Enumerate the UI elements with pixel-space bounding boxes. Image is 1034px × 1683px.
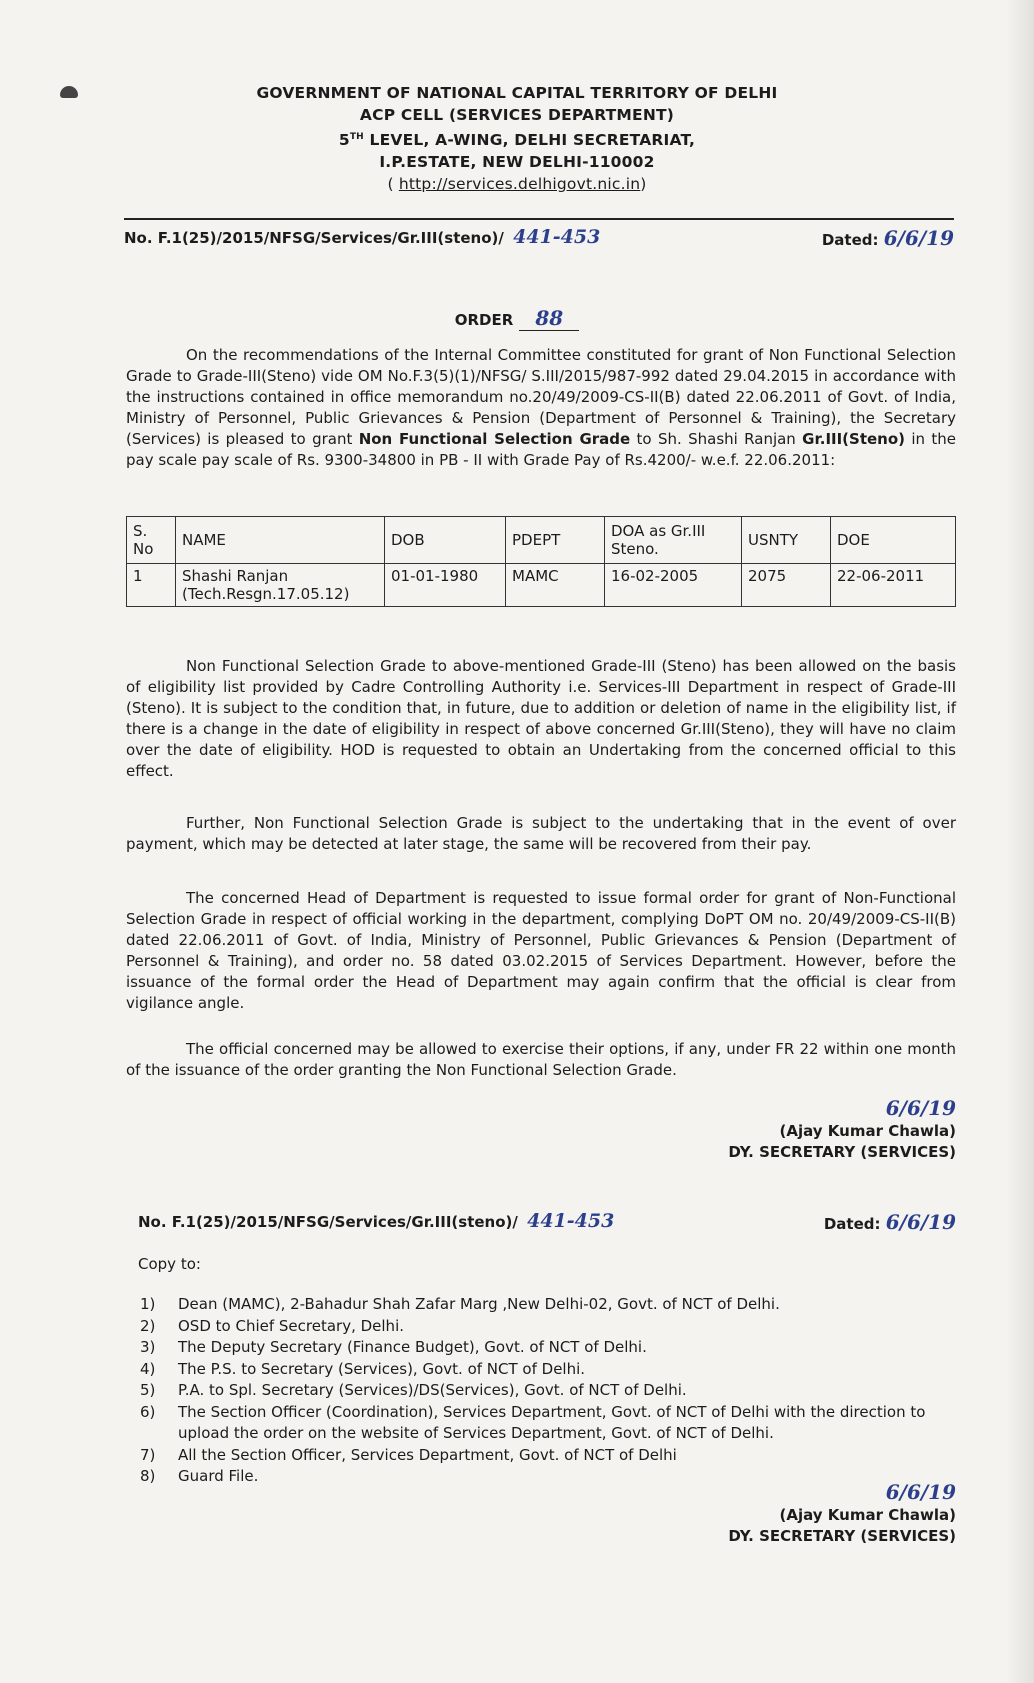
list-text: The P.S. to Secretary (Services), Govt. of NCT of Delhi.	[178, 1359, 586, 1378]
cell-usnty: 2075	[742, 564, 831, 607]
list-text: Dean (MAMC), 2-Bahadur Shah Zafar Marg ,New Delhi-02, Govt. of NCT of Delhi.	[178, 1295, 780, 1313]
handwritten-dispatch-number: 441-453	[527, 1210, 615, 1232]
header-usnty: USNTY	[742, 517, 831, 564]
header-pdept: PDEPT	[506, 517, 605, 564]
letterhead-line-4: I.P.ESTATE, NEW DELHI-110002	[379, 153, 655, 172]
list-item	[140, 1316, 970, 1338]
paragraph-eligibility	[126, 656, 956, 782]
list-text: OSD to Chief Secretary, Delhi.	[178, 1316, 405, 1335]
date-block	[824, 1210, 956, 1234]
list-number: 4)	[140, 1359, 156, 1378]
official-note: (Tech.Resgn.17.05.12)	[182, 585, 350, 603]
header-rule	[124, 218, 954, 220]
signature-block-1	[728, 1098, 956, 1163]
letterhead	[0, 82, 1034, 195]
letterhead-line-1: GOVERNMENT OF NATIONAL CAPITAL TERRITORY OF DELHI	[256, 84, 778, 102]
signatory-name: (Ajay Kumar Chawla)	[779, 1506, 956, 1524]
cell-dob: 01-01-1980	[385, 564, 506, 607]
list-text: The Section Officer (Coordination), Services Department, Govt. of NCT of Delhi with the direction to upload the order on the website of Services Department, Govt. of NCT of Delhi.	[178, 1402, 926, 1442]
list-number: 6)	[140, 1402, 156, 1421]
table-row	[127, 564, 956, 607]
handwritten-date: 6/6/19	[883, 226, 954, 250]
handwritten-date: 6/6/19	[885, 1210, 956, 1234]
url-close-paren: )	[640, 175, 647, 194]
signatory-designation: DY. SECRETARY (SERVICES)	[728, 1527, 956, 1545]
dated-label: Dated:	[821, 231, 879, 249]
cell-sno: 1	[127, 564, 176, 607]
file-number: No. F.1(25)/2015/NFSG/Services/Gr.III(steno)/	[124, 229, 504, 247]
paragraph-5-text: The official concerned may be allowed to exercise their options, if any, under FR 22 within one month of the issuance of the order granting the Non Functional Selection Grade.	[126, 1040, 956, 1079]
header-dob: DOB	[385, 517, 506, 564]
list-number: 5)	[140, 1381, 156, 1399]
paragraph-1-bold-post: Gr.III(Steno)	[802, 430, 906, 448]
list-item	[140, 1294, 970, 1316]
paragraph-3-text: Further, Non Functional Selection Grade is subject to the undertaking that in the event of over payment, which may be detected at later stage, the same will be recovered from their pay.	[126, 814, 956, 853]
list-item	[140, 1380, 970, 1402]
handwritten-signature: 6/6/19	[885, 1096, 956, 1120]
signatory-name: (Ajay Kumar Chawla)	[779, 1122, 956, 1140]
paragraph-2-text: Non Functional Selection Grade to above-mentioned Grade-III (Steno) has been allowed on the basis of eligibility list provided by Cadre Controlling Authority i.e. Services-III Department in respect of Grade-III (Steno). It is subject to the condition that, in future, due to addition or deletion of name in the eligibility list, if there is a change in the date of eligibility in respect of above concerned Gr.III(Steno), they will have no claim over the date of eligibility. HOD is requested to obtain an Undertaking from the concerned official to this effect.	[126, 657, 956, 780]
table-header-row	[127, 517, 956, 564]
page-edge-shadow	[1006, 0, 1034, 1683]
signatory-designation: DY. SECRETARY (SERVICES)	[728, 1143, 956, 1161]
file-number: No. F.1(25)/2015/NFSG/Services/Gr.III(steno)/	[138, 1213, 518, 1231]
list-number: 2)	[140, 1316, 156, 1335]
cell-pdept: MAMC	[506, 564, 605, 607]
header-sno: S. No	[127, 517, 176, 564]
paragraph-1-text: On the recommendations of the Internal Committee constituted for grant of Non Functional Selection Grade to Grade-III(Steno) vide OM No.F.3(5)(1)/NFSG/ S.III/2015/987-992 dated 29.04.2015 in accordance with the instructions contained in office memorandum no.20/49/2009-CS-II(B) dated 22.06.2011 of Govt. of India, Ministry of Personnel, Public Grievances & Pension (Department of Personnel & Training), the Secretary (Services) is pleased to grant	[126, 346, 956, 448]
list-text: P.A. to Spl. Secretary (Services)/DS(Services), Govt. of NCT of Delhi.	[178, 1381, 687, 1399]
reference-line-copy	[138, 1210, 956, 1232]
list-item	[140, 1359, 970, 1381]
dated-label: Dated:	[823, 1215, 881, 1233]
list-number: 3)	[140, 1338, 156, 1356]
handwritten-signature: 6/6/19	[885, 1480, 956, 1504]
paragraph-overpayment	[126, 813, 956, 855]
level-number: 5	[338, 131, 350, 150]
copy-to-label: Copy to:	[138, 1255, 201, 1273]
letterhead-line-2: ACP CELL (SERVICES DEPARTMENT)	[359, 106, 675, 124]
paragraph-fr22	[126, 1039, 956, 1081]
paragraph-4-text: The concerned Head of Department is requested to issue formal order for grant of Non-Functional Selection Grade in respect of official working in the department, complying DoPT OM no. 20/49/2009-CS-II(B) dated 22.06.2011 of Govt. of India, Ministry of Personnel, Public Grievances & Pension (Department of Personnel & Training), and order no. 58 dated 03.02.2015 of Services Department. However, before the issuance of the formal order the Head of Department may again confirm that the official is clear from vigilance angle.	[126, 889, 956, 1012]
letterhead-line-3	[0, 126, 1034, 151]
order-label: ORDER	[454, 311, 514, 329]
official-name: Shashi Ranjan	[182, 567, 289, 585]
paragraph-1-bold-grade: Non Functional Selection Grade	[358, 430, 631, 448]
cell-name	[176, 564, 385, 607]
header-doe: DOE	[831, 517, 956, 564]
list-text: The Deputy Secretary (Finance Budget), Govt. of NCT of Delhi.	[178, 1338, 647, 1356]
website-line	[0, 173, 1034, 195]
cell-doe: 22-06-2011	[831, 564, 956, 607]
paragraph-1-end: in the pay scale pay scale of Rs. 9300-34800 in PB - II with Grade Pay of Rs.4200/- w.e.f. 22.06.2011:	[126, 430, 957, 469]
level-suffix: TH	[349, 132, 364, 142]
list-item	[140, 1402, 970, 1445]
signature-block-2	[728, 1482, 956, 1547]
nfsg-table	[126, 516, 956, 607]
level-rest: LEVEL, A-WING, DELHI SECRETARIAT,	[363, 131, 696, 150]
paragraph-recommendation	[126, 345, 956, 471]
list-item	[140, 1337, 970, 1359]
list-text: Guard File.	[178, 1467, 259, 1485]
header-name: NAME	[176, 517, 385, 564]
paragraph-1-mid: to Sh. Shashi Ranjan	[630, 430, 803, 448]
url-open-paren: (	[387, 175, 399, 194]
header-doa: DOA as Gr.III Steno.	[605, 517, 742, 564]
date-block	[822, 226, 954, 250]
list-text: All the Section Officer, Services Department, Govt. of NCT of Delhi	[178, 1445, 677, 1464]
paragraph-hod-instruction	[126, 888, 956, 1014]
reference-line	[124, 226, 954, 248]
order-title	[0, 306, 1034, 331]
list-item	[140, 1445, 970, 1467]
website-link[interactable]: http://services.delhigovt.nic.in	[398, 175, 641, 194]
list-number: 8)	[140, 1467, 156, 1485]
cell-doa: 16-02-2005	[605, 564, 742, 607]
list-number: 7)	[140, 1445, 156, 1464]
handwritten-order-number: 88	[519, 306, 579, 331]
copy-list	[140, 1294, 970, 1488]
handwritten-dispatch-number: 441-453	[513, 226, 601, 248]
list-number: 1)	[140, 1295, 156, 1313]
